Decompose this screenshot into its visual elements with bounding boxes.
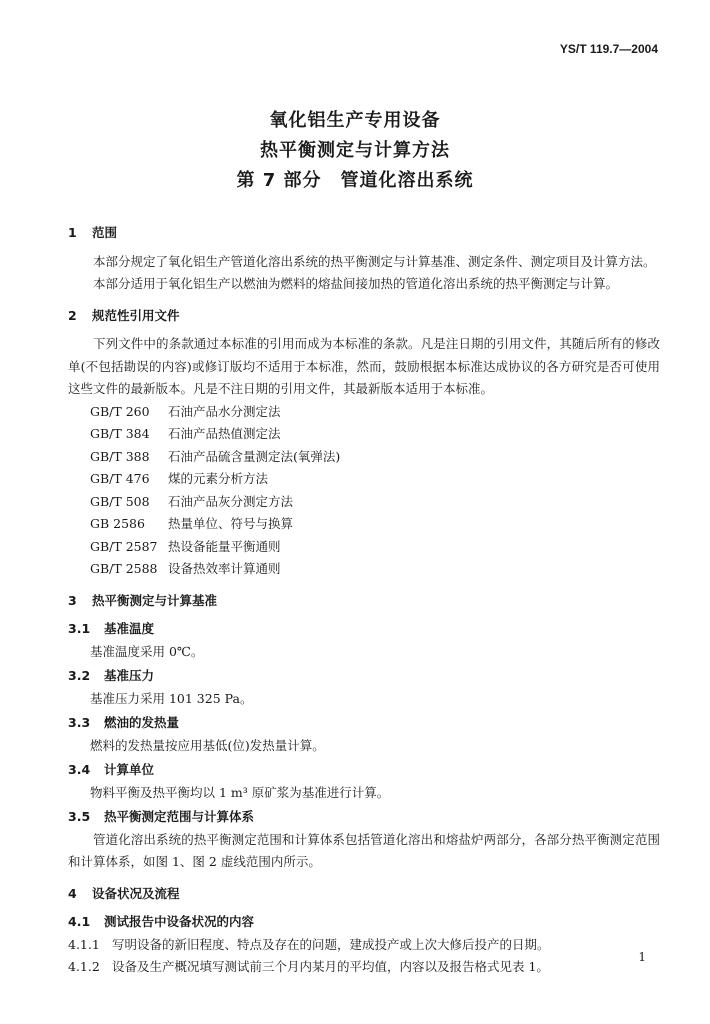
reference-code: GB/T 2587	[90, 538, 158, 554]
subsection-3-3-text: 燃料的发热量按应用基低(位)发热量计算。	[90, 737, 325, 753]
reference-code: GB/T 260	[90, 403, 150, 419]
reference-name: 热量单位、符号与换算	[168, 516, 294, 531]
reference-item	[68, 513, 660, 536]
subsection-3-4-text: 物料平衡及热平衡均以 1 m³ 原矿浆为基准进行计算。	[90, 784, 390, 800]
reference-name: 石油产品热值测定法	[168, 426, 281, 441]
section-1-heading	[68, 222, 660, 245]
section-title: 热平衡测定与计算基准	[92, 592, 218, 608]
section-2-heading	[68, 305, 660, 328]
subsection-number: 3.4	[68, 762, 91, 777]
document-body	[68, 222, 660, 979]
reference-name: 设备热效率计算通则	[168, 561, 281, 576]
reference-code: GB/T 508	[90, 493, 150, 509]
reference-item	[68, 558, 660, 581]
section-1-paragraph-1: 本部分规定了氧化铝生产管道化溶出系统的热平衡测定与计算基准、测定条件、测定项目及计算方法。	[93, 253, 656, 269]
standard-code: YS/T 119.7—2004	[559, 42, 658, 56]
section-4-heading	[68, 883, 660, 906]
title-line-3: 第 7 部分 管道化溶出系统	[236, 170, 474, 191]
reference-item	[68, 468, 660, 491]
reference-name: 石油产品灰分测定方法	[168, 493, 294, 509]
section-2-intro: 下列文件中的条款通过本标准的引用而成为本标准的条款。凡是注日期的引用文件，其随后所有的修改单(不包括勘误的内容)或修订版均不适用于本标准，然而，鼓励根据本标准达成协议的各方研究是否可使用这些文件的最新版本。凡是不注日期的引用文件，其最新版本适用于本标准。	[68, 336, 660, 396]
subsection-number: 4.1	[68, 914, 91, 929]
clause-number: 4.1.2	[68, 959, 100, 974]
reference-list	[68, 401, 660, 581]
document-title	[0, 106, 710, 196]
section-title: 范围	[92, 225, 118, 240]
section-number: 3	[68, 592, 77, 608]
reference-code: GB/T 384	[90, 426, 150, 441]
section-number: 4	[68, 885, 77, 901]
reference-item	[68, 491, 660, 514]
reference-code: GB/T 2588	[90, 561, 158, 576]
subsection-3-2-text: 基准压力采用 101 325 Pa。	[90, 690, 253, 706]
subsection-number: 3.2	[68, 668, 91, 683]
reference-name: 石油产品硫含量测定法(氧弹法)	[168, 448, 341, 464]
clause-4-1-1	[68, 934, 660, 957]
reference-item	[68, 536, 660, 559]
section-title: 规范性引用文件	[92, 307, 180, 323]
subsection-3-5-heading	[68, 806, 660, 829]
subsection-3-4-heading	[68, 759, 660, 782]
title-line-2: 热平衡测定与计算方法	[260, 140, 450, 161]
section-number: 2	[68, 307, 77, 323]
section-title: 设备状况及流程	[92, 885, 180, 901]
subsection-title: 计算单位	[104, 762, 155, 777]
subsection-title: 热平衡测定范围与计算体系	[104, 809, 255, 824]
reference-name: 石油产品水分测定法	[168, 403, 281, 419]
section-3-heading	[68, 590, 660, 613]
subsection-title: 测试报告中设备状况的内容	[104, 914, 255, 929]
reference-item	[68, 446, 660, 469]
clause-text: 设备及生产概况填写测试前三个月内某月的平均值，内容以及报告格式见表 1。	[112, 959, 549, 974]
subsection-3-3-heading	[68, 712, 660, 735]
subsection-number: 3.3	[68, 715, 91, 730]
subsection-3-2-heading	[68, 665, 660, 688]
subsection-title: 燃油的发热量	[104, 715, 180, 730]
clause-text: 写明设备的新旧程度、特点及存在的问题，建成投产或上次大修后投产的日期。	[112, 936, 550, 952]
subsection-title: 基准压力	[104, 668, 155, 683]
subsection-3-5-text: 管道化溶出系统的热平衡测定范围和计算体系包括管道化溶出和熔盐炉两部分，各部分热平衡测定范围和计算体系，如图 1、图 2 虚线范围内所示。	[68, 831, 660, 869]
reference-item	[68, 401, 660, 424]
reference-item	[68, 423, 660, 446]
section-number: 1	[68, 225, 77, 240]
clause-4-1-2	[68, 956, 660, 979]
reference-name: 煤的元素分析方法	[168, 471, 269, 486]
reference-code: GB/T 388	[90, 448, 150, 464]
subsection-3-1-heading	[68, 618, 660, 641]
reference-code: GB/T 476	[90, 471, 150, 486]
subsection-number: 3.1	[68, 621, 91, 636]
subsection-number: 3.5	[68, 809, 91, 824]
reference-code: GB 2586	[90, 516, 145, 531]
page-number: 1	[638, 950, 646, 964]
subsection-title: 基准温度	[104, 621, 155, 636]
section-1-paragraph-2: 本部分适用于氧化铝生产以燃油为燃料的熔盐间接加热的管道化溶出系统的热平衡测定与计算。	[93, 276, 619, 291]
subsection-3-1-text: 基准温度采用 0℃。	[90, 643, 204, 659]
title-line-1: 氧化铝生产专用设备	[269, 110, 441, 131]
clause-number: 4.1.1	[68, 936, 100, 952]
reference-name: 热设备能量平衡通则	[168, 538, 281, 554]
subsection-4-1-heading	[68, 911, 660, 934]
